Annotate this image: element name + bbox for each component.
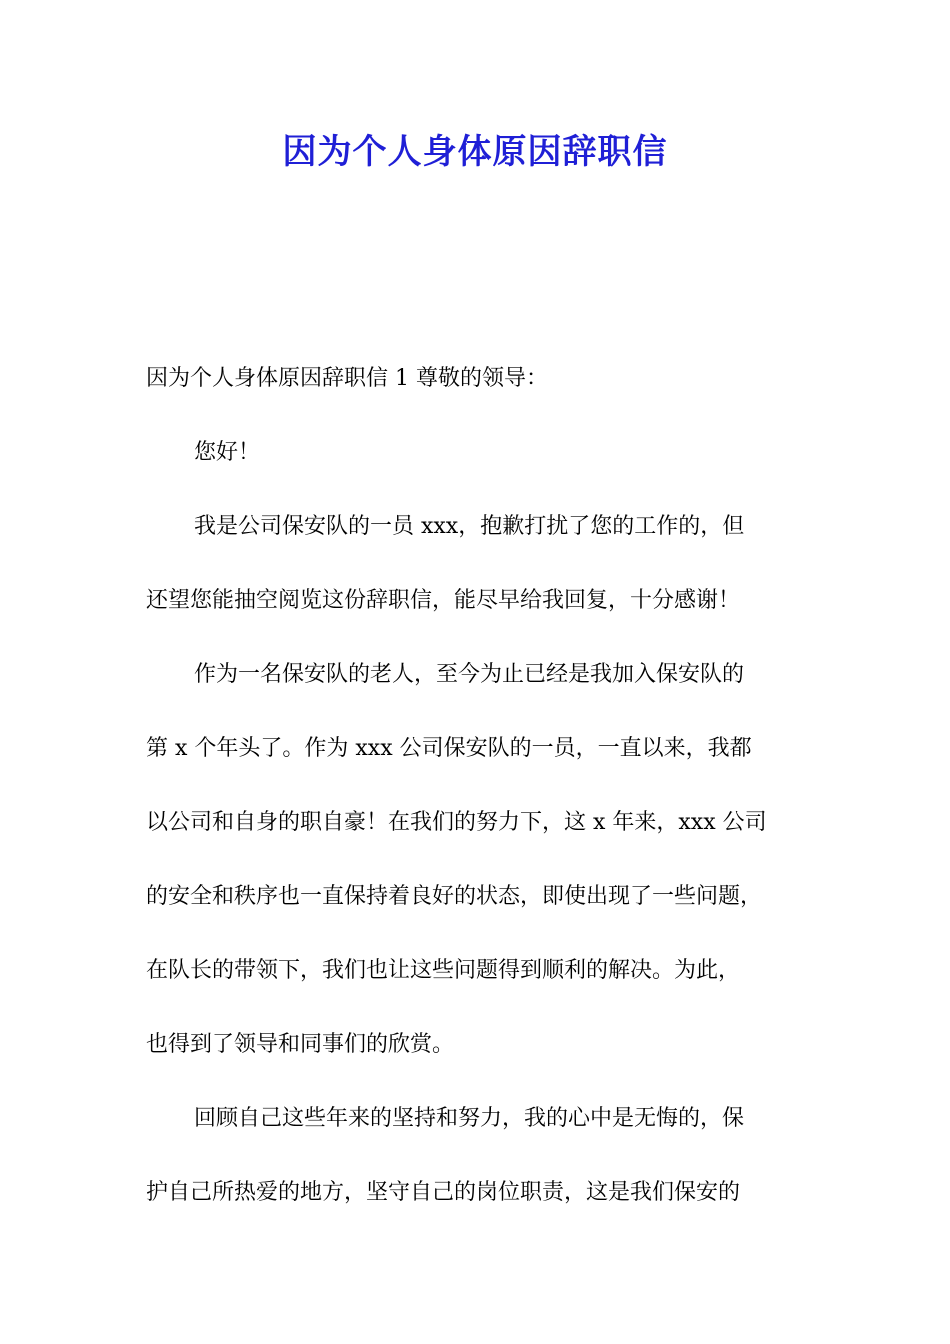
document-title: 因为个人身体原因辞职信: [282, 132, 668, 172]
body-line: 护自己所热爱的地方，坚守自己的岗位职责，这是我们保安的: [146, 1180, 741, 1205]
body-line: 的安全和秩序也一直保持着良好的状态，即使出现了一些问题，: [146, 884, 763, 909]
body-line: 作为一名保安队的老人，至今为止已经是我加入保安队的: [194, 662, 745, 687]
body-line: 在队长的带领下，我们也让这些问题得到顺利的解决。为此，: [146, 958, 741, 983]
body-line: 也得到了领导和同事们的欣赏。: [146, 1032, 455, 1057]
body-line: 以公司和自身的职自豪！在我们的努力下，这 x 年来，xxx 公司: [146, 810, 767, 835]
body-line: 我是公司保安队的一员 xxx，抱歉打扰了您的工作的，但: [194, 514, 745, 539]
body-line: 您好！: [194, 440, 261, 465]
body-line: 因为个人身体原因辞职信 1 尊敬的领导：: [146, 366, 548, 391]
body-line: 还望您能抽空阅览这份辞职信，能尽早给我回复，十分感谢！: [146, 588, 741, 613]
body-line: 第 x 个年头了。作为 xxx 公司保安队的一员，一直以来，我都: [146, 736, 752, 761]
body-line: 回顾自己这些年来的坚持和努力，我的心中是无悔的，保: [194, 1106, 745, 1131]
document-body: [146, 342, 836, 1230]
